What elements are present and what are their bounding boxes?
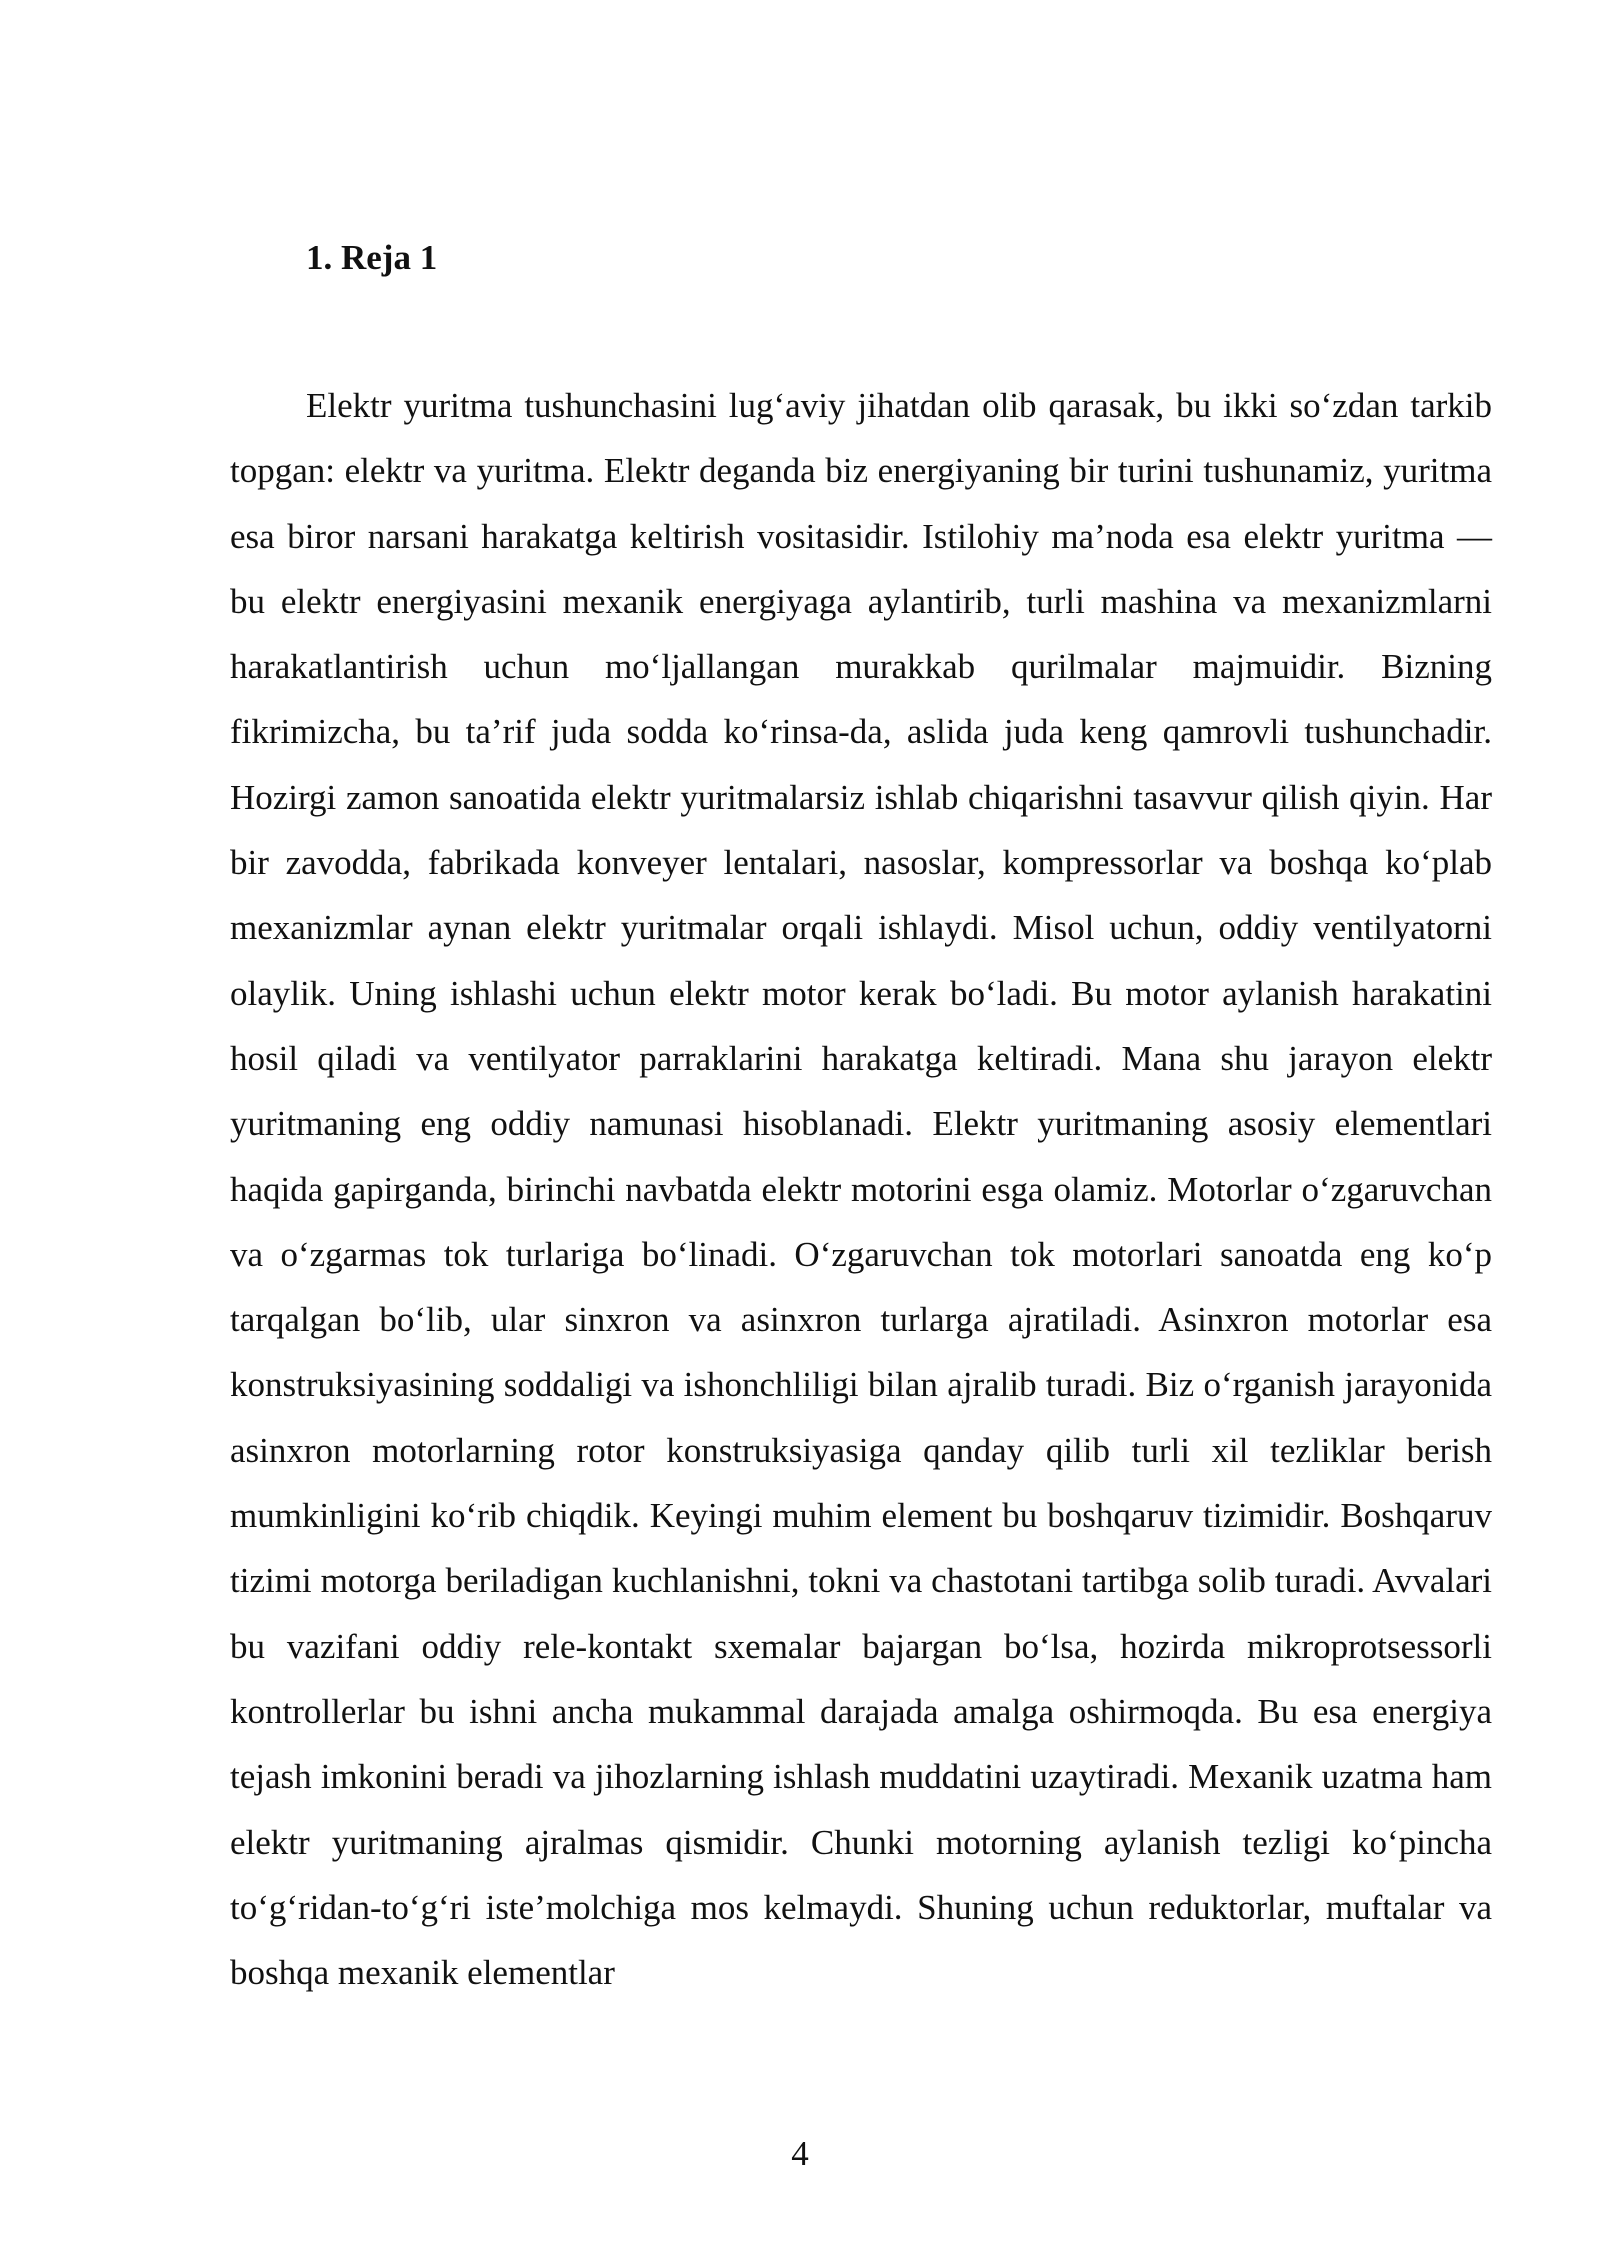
section-heading: 1. Reja 1 <box>306 238 438 277</box>
body-paragraph: Elektr yuritma tushunchasini lug‘aviy jihatdan olib qarasak, bu ikki so‘zdan tarkib topgan: elektr va yuritma. Elektr deganda biz energiyaning bir turini tushunamiz, yuritma esa biror narsani harakatga keltirish vositasidir. Istilohiy ma’noda esa elektr yuritma — bu elektr energiyasini mexanik energiyaga aylantirib, turli mashina va mexanizmlarni harakatlantirish uchun mo‘ljallangan murakkab qurilmalar majmuidir. Bizning fikrimizcha, bu ta’rif juda sodda ko‘rinsa-da, aslida juda keng qamrovli tushunchadir. Hozirgi zamon sanoatida elektr yuritmalarsiz ishlab chiqarishni tasavvur qilish qiyin. Har bir zavodda, fabrikada konveyer lentalari, nasoslar, kompressorlar va boshqa ko‘plab mexanizmlar aynan elektr yuritmalar orqali ishlaydi. Misol uchun, oddiy ventilyatorni olaylik. Uning ishlashi uchun elektr motor kerak bo‘ladi. Bu motor aylanish harakatini hosil qiladi va ventilyator parraklarini harakatga keltiradi. Mana shu jarayon elektr yuritmaning eng oddiy namunasi hisoblanadi. Elektr yuritmaning asosiy elementlari haqida gapirganda, birinchi navbatda elektr motorini esga olamiz. Motorlar o‘zgaruvchan va o‘zgarmas tok turlariga bo‘linadi. O‘zgaruvchan tok motorlari sanoatda eng ko‘p tarqalgan bo‘lib, ular sinxron va asinxron turlarga ajratiladi. Asinxron motorlar esa konstruksiyasining soddaligi va ishonchliligi bilan ajralib turadi. Biz o‘rganish jarayonida asinxron motorlarning rotor konstruksiyasiga qanday qilib turli xil tezliklar berish mumkinligini ko‘rib chiqdik. Keyingi muhim element bu boshqaruv tizimidir. Boshqaruv tizimi motorga beriladigan kuchlanishni, tokni va chastotani tartibga solib turadi. Avvalari bu vazifani oddiy rele-kontakt sxemalar bajargan bo‘lsa, hozirda mikroprotsessorli kontrollerlar bu ishni ancha mukammal darajada amalga oshirmoqda. Bu esa energiya tejash imkonini beradi va jihozlarning ishlash muddatini uzaytiradi. Mexanik uzatma ham elektr yuritmaning ajralmas qismidir. Chunki motorning aylanish tezligi ko‘pincha to‘g‘ridan-to‘g‘ri iste’molchiga mos kelmaydi. Shuning uchun reduktorlar, muftalar va boshqa mexanik elementlar <box>230 386 1492 1993</box>
page-number: 4 <box>791 2134 809 2173</box>
